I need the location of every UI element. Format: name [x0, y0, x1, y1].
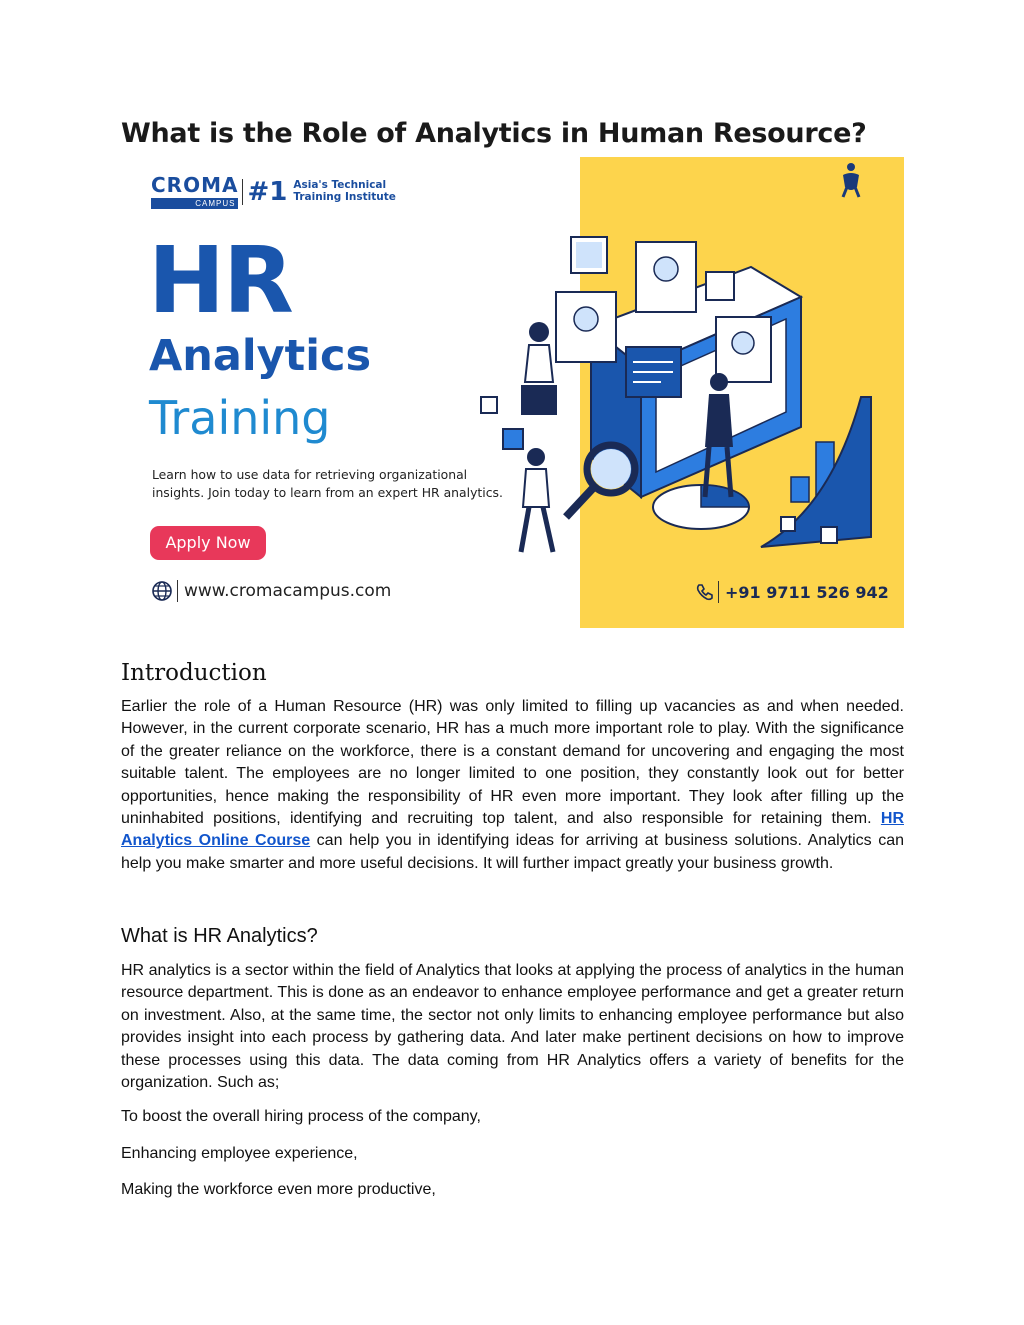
- intro-heading: Introduction: [121, 660, 267, 686]
- brand-mark-icon: [833, 157, 871, 201]
- website-divider: [177, 580, 178, 602]
- intro-paragraph: [121, 696, 904, 875]
- course-banner[interactable]: [121, 157, 904, 628]
- hr-analytics-course-link[interactable]: HR Analytics Online Course: [121, 810, 904, 850]
- phone-contact[interactable]: [696, 581, 889, 603]
- benefit-item: Enhancing employee experience,: [121, 1145, 358, 1162]
- logo-rank: #1: [247, 177, 288, 207]
- intro-text-1: Earlier the role of a Human Resource (HR) was only limited to filling up vacancies as and when needed. However, in the current corporate scenario, HR has a much more important role to play. With the significance of the greater reliance on the workforce, there is a constant demand for uncovering and engaging the most suitable talent. The employees are no longer limited to one position, they constantly look out for better opportunities, hence making the responsibility of HR even more important. They look after filling up the uninhabited positions, identifying and recruiting top talent, and also responsible for retaining them.: [121, 698, 904, 828]
- banner-headline-3: Training: [149, 391, 331, 445]
- what-paragraph: HR analytics is a sector within the field of Analytics that looks at applying the process of analytics in the human resource department. This is done as an endeavor to enhance employee performance and get a greater return on investment. Also, at the same time, the sector not only limits to enhancing employee performance but also provides insight into each process by gathering data. And later make pertinent decisions on how to improve these processes using this data. The data coming from HR Analytics offers a variety of benefits for the organization. Such as;: [121, 962, 904, 1092]
- intro-text-2: can help you in identifying ideas for arriving at business solutions. Analytics can help you make smarter and more useful decisions. It will further impact greatly your business growth.: [121, 832, 904, 872]
- website-url: www.cromacampus.com: [184, 581, 392, 601]
- phone-number: +91 9711 526 942: [725, 582, 889, 602]
- benefit-item: To boost the overall hiring process of the company,: [121, 1108, 481, 1125]
- phone-icon: [696, 583, 714, 601]
- benefit-item: Making the workforce even more productive,: [121, 1181, 436, 1198]
- what-is-hr-analytics-heading: What is HR Analytics?: [121, 925, 318, 947]
- website-link[interactable]: [152, 580, 391, 602]
- phone-divider: [718, 581, 719, 603]
- hr-analytics-illustration: [461, 207, 891, 567]
- globe-icon: [152, 581, 172, 601]
- logo-sub: CAMPUS: [151, 198, 238, 209]
- banner-headline-2: Analytics: [149, 331, 372, 381]
- logo-tagline: Asia's Technical Training Institute: [293, 179, 396, 203]
- apply-now-button[interactable]: Apply Now: [150, 526, 266, 560]
- croma-campus-logo: [151, 173, 423, 208]
- logo-name: CROMA: [151, 173, 239, 197]
- banner-subtext: Learn how to use data for retrieving organizational insights. Join today to learn from an expert HR analytics.: [152, 467, 503, 500]
- logo-divider: [242, 179, 243, 205]
- page-title: What is the Role of Analytics in Human Resource?: [121, 118, 867, 149]
- banner-headline: HR: [148, 227, 292, 334]
